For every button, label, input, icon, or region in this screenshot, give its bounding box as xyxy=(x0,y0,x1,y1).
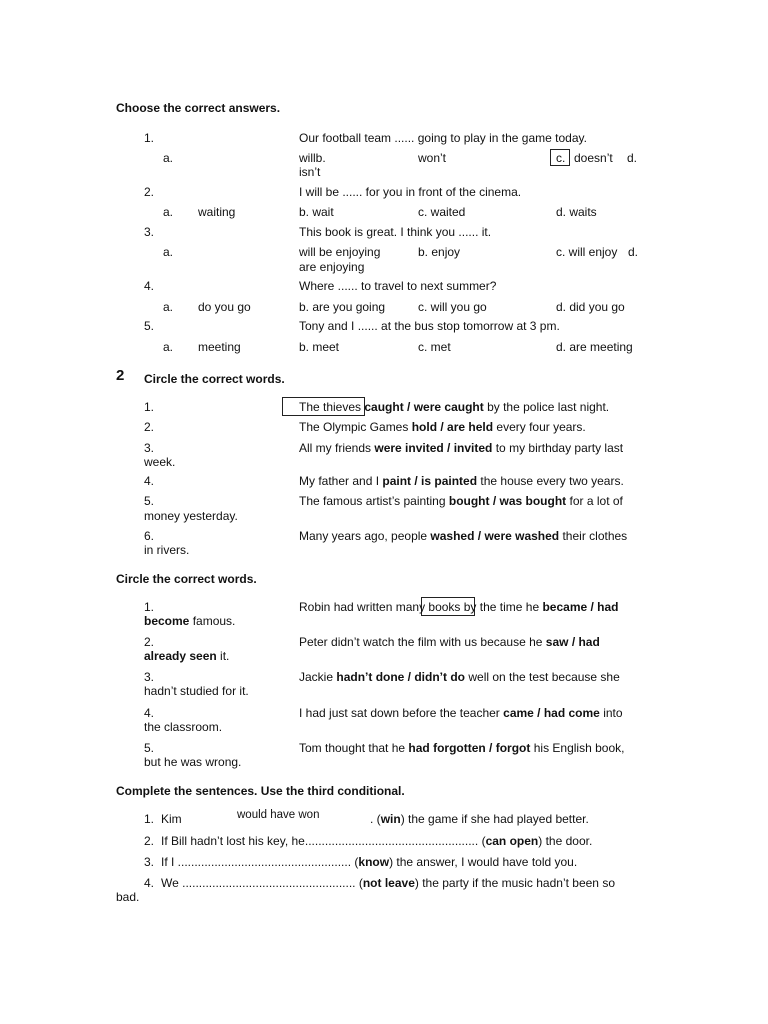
question-text: This book is great. I think you ...... it. xyxy=(299,225,492,239)
item-wrap: but he was wrong. xyxy=(144,755,242,769)
item-text: Many years ago, people washed / were washed their clothes xyxy=(299,529,628,543)
option-c: won’t xyxy=(418,151,447,165)
question-number: 3. xyxy=(144,225,155,239)
question-text: Where ...... to travel to next summer? xyxy=(299,279,497,293)
option-b: b. meet xyxy=(299,340,340,354)
option-b: b. enjoy xyxy=(418,245,461,259)
item-text: Robin had written many books by the time he became / had xyxy=(299,600,619,614)
option-b: willb. xyxy=(299,151,326,165)
item-number: 4. xyxy=(144,474,155,488)
item-text: The famous artist’s painting bought / was bought for a lot of xyxy=(299,494,623,508)
question-text: Tony and I ...... at the bus stop tomorrow at 3 pm. xyxy=(299,319,560,333)
option-a-text: do you go xyxy=(198,300,251,314)
section1-heading: Choose the correct answers. xyxy=(116,101,281,115)
item-number: 1. xyxy=(144,600,155,614)
option-d-label: d. xyxy=(627,151,638,165)
question-number: 2. xyxy=(144,185,155,199)
item-wrap: week. xyxy=(144,455,176,469)
option-a-text: will be enjoying xyxy=(299,245,381,259)
option-a-label: a. xyxy=(163,245,174,259)
item-number: 3. xyxy=(144,855,155,869)
option-c-text: doesn’t xyxy=(574,151,613,165)
option-d: d. waits xyxy=(556,205,597,219)
question-number: 4. xyxy=(144,279,155,293)
item-number: 3. xyxy=(144,441,155,455)
option-a-text: meeting xyxy=(198,340,241,354)
item-text: The Olympic Games hold / are held every four years. xyxy=(299,420,586,434)
item-number: 6. xyxy=(144,529,155,543)
item-number: 4. xyxy=(144,706,155,720)
option-b: b. are you going xyxy=(299,300,386,314)
item-wrap: already seen it. xyxy=(144,649,230,663)
item-number: 3. xyxy=(144,670,155,684)
option-b: b. wait xyxy=(299,205,334,219)
item-pre: Kim xyxy=(161,812,182,826)
option-a-label: a. xyxy=(163,300,174,314)
item-text: The thieves caught / were caught by the police last night. xyxy=(299,400,610,414)
item-text: . (win) the game if she had played better. xyxy=(370,812,589,826)
option-c: c. will enjoy xyxy=(556,245,618,259)
item-wrap: money yesterday. xyxy=(144,509,238,523)
item-text: If Bill hadn’t lost his key, he.................................................... (can open) the door. xyxy=(161,834,593,848)
option-a-label: a. xyxy=(163,151,174,165)
section4-heading: Complete the sentences. Use the third conditional. xyxy=(116,784,405,798)
option-c: c. met xyxy=(418,340,451,354)
option-c: c. waited xyxy=(418,205,466,219)
item-text: Peter didn’t watch the film with us because he saw / had xyxy=(299,635,600,649)
item-text: I had just sat down before the teacher came / had come into xyxy=(299,706,623,720)
item-text: Jackie hadn’t done / didn’t do well on the test because she xyxy=(299,670,620,684)
item-number: 2. xyxy=(144,834,155,848)
option-d-text: are enjoying xyxy=(299,260,365,274)
section2-heading: Circle the correct words. xyxy=(144,372,285,386)
item-wrap: in rivers. xyxy=(144,543,190,557)
item-text: My father and I paint / is painted the house every two years. xyxy=(299,474,624,488)
item-number: 5. xyxy=(144,741,155,755)
item-number: 5. xyxy=(144,494,155,508)
section2-number: 2 xyxy=(116,367,125,384)
item-wrap: the classroom. xyxy=(144,720,223,734)
option-c: c. will you go xyxy=(418,300,487,314)
option-a-label: a. xyxy=(163,205,174,219)
option-a-text: waiting xyxy=(198,205,236,219)
item-text: All my friends were invited / invited to my birthday party last xyxy=(299,441,624,455)
question-number: 1. xyxy=(144,131,155,145)
section3-heading: Circle the correct words. xyxy=(116,572,257,586)
option-a-label: a. xyxy=(163,340,174,354)
item-number: 1. xyxy=(144,812,155,826)
question-number: 5. xyxy=(144,319,155,333)
item-number: 2. xyxy=(144,420,155,434)
item-wrap: become famous. xyxy=(144,614,236,628)
item-number: 2. xyxy=(144,635,155,649)
item-text: If I .................................................... (know) the answer, I would have told you. xyxy=(161,855,578,869)
question-text: Our football team ...... going to play in the game today. xyxy=(299,131,587,145)
item-number: 1. xyxy=(144,400,155,414)
question-text: I will be ...... for you in front of the cinema. xyxy=(299,185,522,199)
item-wrap: hadn’t studied for it. xyxy=(144,684,249,698)
item-text: Tom thought that he had forgotten / forgot his English book, xyxy=(299,741,625,755)
handwritten-answer: would have won xyxy=(237,809,320,821)
option-c-label: c. xyxy=(556,151,566,165)
option-d: d. are meeting xyxy=(556,340,633,354)
item-text: We .................................................... (not leave) the party if the music hadn’t been so xyxy=(161,876,615,890)
option-d-text: isn’t xyxy=(299,165,321,179)
option-d-label: d. xyxy=(628,245,639,259)
item-wrap: bad. xyxy=(116,890,140,904)
option-d: d. did you go xyxy=(556,300,625,314)
item-number: 4. xyxy=(144,876,155,890)
